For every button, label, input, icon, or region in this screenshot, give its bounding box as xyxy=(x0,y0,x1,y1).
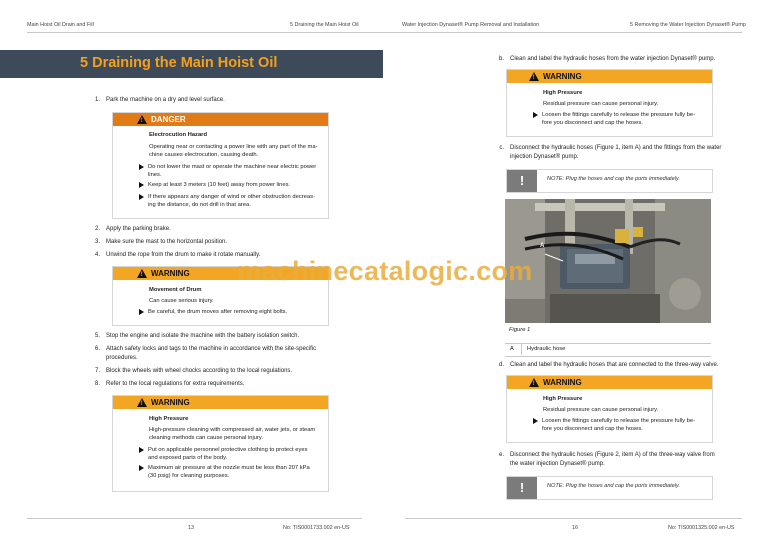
warning-box-b xyxy=(506,69,713,137)
danger-body-line2: chine causes electrocution, causing death. xyxy=(149,152,259,158)
danger-body-line1: Operating near or contacting a power line with any part of the ma- xyxy=(149,144,318,150)
step-2 xyxy=(88,225,348,234)
bullet-arrow-icon xyxy=(139,194,144,200)
legend-rule-top xyxy=(505,343,711,344)
header-section-left: 5 Draining the Main Hoist Oil xyxy=(290,22,359,28)
step-number: e. xyxy=(498,452,504,458)
legend-rule-bottom xyxy=(505,356,711,357)
warning-box-pressure xyxy=(112,395,329,492)
bullet-text: Maximum air pressure at the nozzle must be less than 207 kPa xyxy=(148,465,310,471)
step-b xyxy=(492,55,742,64)
legend-key: A xyxy=(510,346,514,352)
warning-label: WARNING xyxy=(543,378,582,387)
page-number-left: 13 xyxy=(188,525,194,531)
note-box-c xyxy=(506,169,713,193)
step-text: Stop the engine and isolate the machine with the battery isolation switch. xyxy=(106,333,300,339)
doc-number-left: No: TIS0001733.002 en-US xyxy=(283,525,350,531)
step-8 xyxy=(88,380,368,389)
bullet-text: Loosen the fittings carefully to release the pressure fully be- xyxy=(542,112,696,118)
section-title-band xyxy=(0,50,383,78)
step-number: 1. xyxy=(94,97,100,103)
warning-body: Can cause serious injury. xyxy=(149,298,214,304)
bullet-text: and exposed parts of the body. xyxy=(148,455,228,461)
step-text: Park the machine on a dry and level surface. xyxy=(106,97,225,103)
legend-divider xyxy=(521,343,522,355)
warning-box-d xyxy=(506,375,713,443)
header-section-right: 5 Removing the Water Injection Dynaset® Pump xyxy=(630,22,746,28)
step-text: Clean and label the hydraulic hoses that are connected to the three-way valve. xyxy=(510,362,719,368)
step-d xyxy=(492,361,742,370)
footer-rule-left xyxy=(27,518,362,519)
step-c xyxy=(492,144,742,162)
figure-1-image xyxy=(505,199,711,323)
warning-body-line1: High-pressure cleaning with compressed air, water jets, or steam xyxy=(149,427,316,433)
bullet-text: lines. xyxy=(148,172,162,178)
section-title: 5 Draining the Main Hoist Oil xyxy=(80,55,278,71)
header-doc-title-left: Main Hoist Oil Drain and Fill xyxy=(27,22,94,28)
step-number: 8. xyxy=(94,381,100,387)
step-e xyxy=(492,451,742,469)
figure-caption: Figure 1 xyxy=(509,327,531,333)
warning-triangle-icon xyxy=(529,378,539,387)
bullet-text: fore you disconnect and cap the hoses. xyxy=(542,120,643,126)
step-number: 6. xyxy=(94,346,100,352)
step-number: 5. xyxy=(94,333,100,339)
bullet-text: fore you disconnect and cap the hoses. xyxy=(542,426,643,432)
danger-header xyxy=(113,113,328,126)
step-text: Attach safety locks and tags to the machine in accordance with the site-specific xyxy=(106,346,317,352)
bullet-arrow-icon xyxy=(139,447,144,453)
warning-body: Residual pressure can cause personal injury. xyxy=(543,101,659,107)
bullet-text: Loosen the fittings carefully to release the pressure fully be- xyxy=(542,418,696,424)
page-number-right: 16 xyxy=(572,525,578,531)
exclamation-icon: ! xyxy=(507,170,537,192)
step-number: b. xyxy=(498,56,504,62)
bullet-arrow-icon xyxy=(533,418,538,424)
warning-triangle-icon xyxy=(137,398,147,407)
watermark: machinecatalogic.com xyxy=(237,256,533,286)
warning-header xyxy=(507,376,712,389)
step-text: procedures. xyxy=(106,354,138,361)
bullet-text: Keep at least 3 meters (10 feet) away from power lines. xyxy=(148,182,291,188)
bullet-text: Be careful, the drum moves after removing eight bolts. xyxy=(148,309,288,315)
bullet-text: Put on applicable personnel protective clothing to protect eyes xyxy=(148,447,308,453)
bullet-text: Do not lower the mast or operate the machine near electric power xyxy=(148,164,317,170)
warning-body: Residual pressure can cause personal injury. xyxy=(543,407,659,413)
step-text: Clean and label the hydraulic hoses from the water injection Dynaset® pump. xyxy=(510,56,716,62)
warning-label: WARNING xyxy=(151,398,190,407)
step-text: injection Dynaset® pump. xyxy=(510,153,579,160)
doc-number-right: No: TIS0001325.002 en-US xyxy=(668,525,735,531)
step-6 xyxy=(88,345,368,363)
step-text: Make sure the mast to the horizontal position. xyxy=(106,239,228,245)
warning-heading: High Pressure xyxy=(543,396,583,402)
warning-header xyxy=(507,70,712,83)
step-1 xyxy=(88,96,348,105)
legend-value: Hydraulic hose xyxy=(527,346,566,352)
warning-label: WARNING xyxy=(151,269,190,278)
step-text: Disconnect the hydraulic hoses (Figure 2, item A) of the three-way valve from xyxy=(510,452,715,458)
step-text: Apply the parking brake. xyxy=(106,226,171,232)
bullet-arrow-icon xyxy=(139,164,144,170)
bullet-arrow-icon xyxy=(139,182,144,188)
step-number: 2. xyxy=(94,226,100,232)
warning-triangle-icon xyxy=(529,72,539,81)
step-7 xyxy=(88,367,368,376)
warning-heading: Movement of Drum xyxy=(149,287,202,293)
bullet-arrow-icon xyxy=(533,112,538,118)
footer-rule-right xyxy=(405,518,742,519)
bullet-arrow-icon xyxy=(139,309,144,315)
step-number: d. xyxy=(498,362,504,368)
step-text: Unwind the rope from the drum to make it rotate manually. xyxy=(106,252,261,258)
step-number: 4. xyxy=(94,252,100,258)
danger-label: DANGER xyxy=(151,115,186,124)
warning-triangle-icon xyxy=(137,269,147,278)
note-box-e xyxy=(506,476,713,500)
step-text: the water injection Dynaset® pump. xyxy=(510,460,605,467)
warning-header xyxy=(113,396,328,409)
note-text: NOTE: Plug the hoses and cap the ports immediately. xyxy=(547,483,680,489)
note-text: NOTE: Plug the hoses and cap the ports immediately. xyxy=(547,176,680,182)
bullet-text: ing the distance, do not drill in that area. xyxy=(148,202,251,208)
bullet-arrow-icon xyxy=(139,465,144,471)
warning-heading: High Pressure xyxy=(543,90,583,96)
header-doc-title-right: Water Injection Dynaset® Pump Removal and Installation xyxy=(402,22,540,28)
bullet-text: If there appears any danger of wind or other obstruction decreas- xyxy=(148,194,315,200)
step-number: 7. xyxy=(94,368,100,374)
step-text: Disconnect the hydraulic hoses (Figure 1, item A) and the fittings from the water xyxy=(510,145,722,151)
warning-label: WARNING xyxy=(543,72,582,81)
step-5 xyxy=(88,332,368,341)
danger-heading: Electrocution Hazard xyxy=(149,132,207,138)
step-text: Block the wheels with wheel chocks according to the local regulations. xyxy=(106,368,293,374)
warning-triangle-icon xyxy=(137,115,147,124)
bullet-text: (30 psig) for cleaning purposes. xyxy=(148,473,230,479)
warning-heading: High Pressure xyxy=(149,416,189,422)
figure-callout-a: A xyxy=(540,243,545,249)
step-number: c. xyxy=(499,145,504,151)
step-number: 3. xyxy=(94,239,100,245)
machine-photo-illustration xyxy=(505,199,711,323)
warning-body-line2: cleaning methods can cause personal injury. xyxy=(149,435,263,441)
step-3 xyxy=(88,238,348,247)
exclamation-icon: ! xyxy=(507,477,537,499)
header-rule xyxy=(27,32,742,33)
danger-box xyxy=(112,112,329,219)
step-text: Refer to the local regulations for extra requirements. xyxy=(106,381,245,387)
